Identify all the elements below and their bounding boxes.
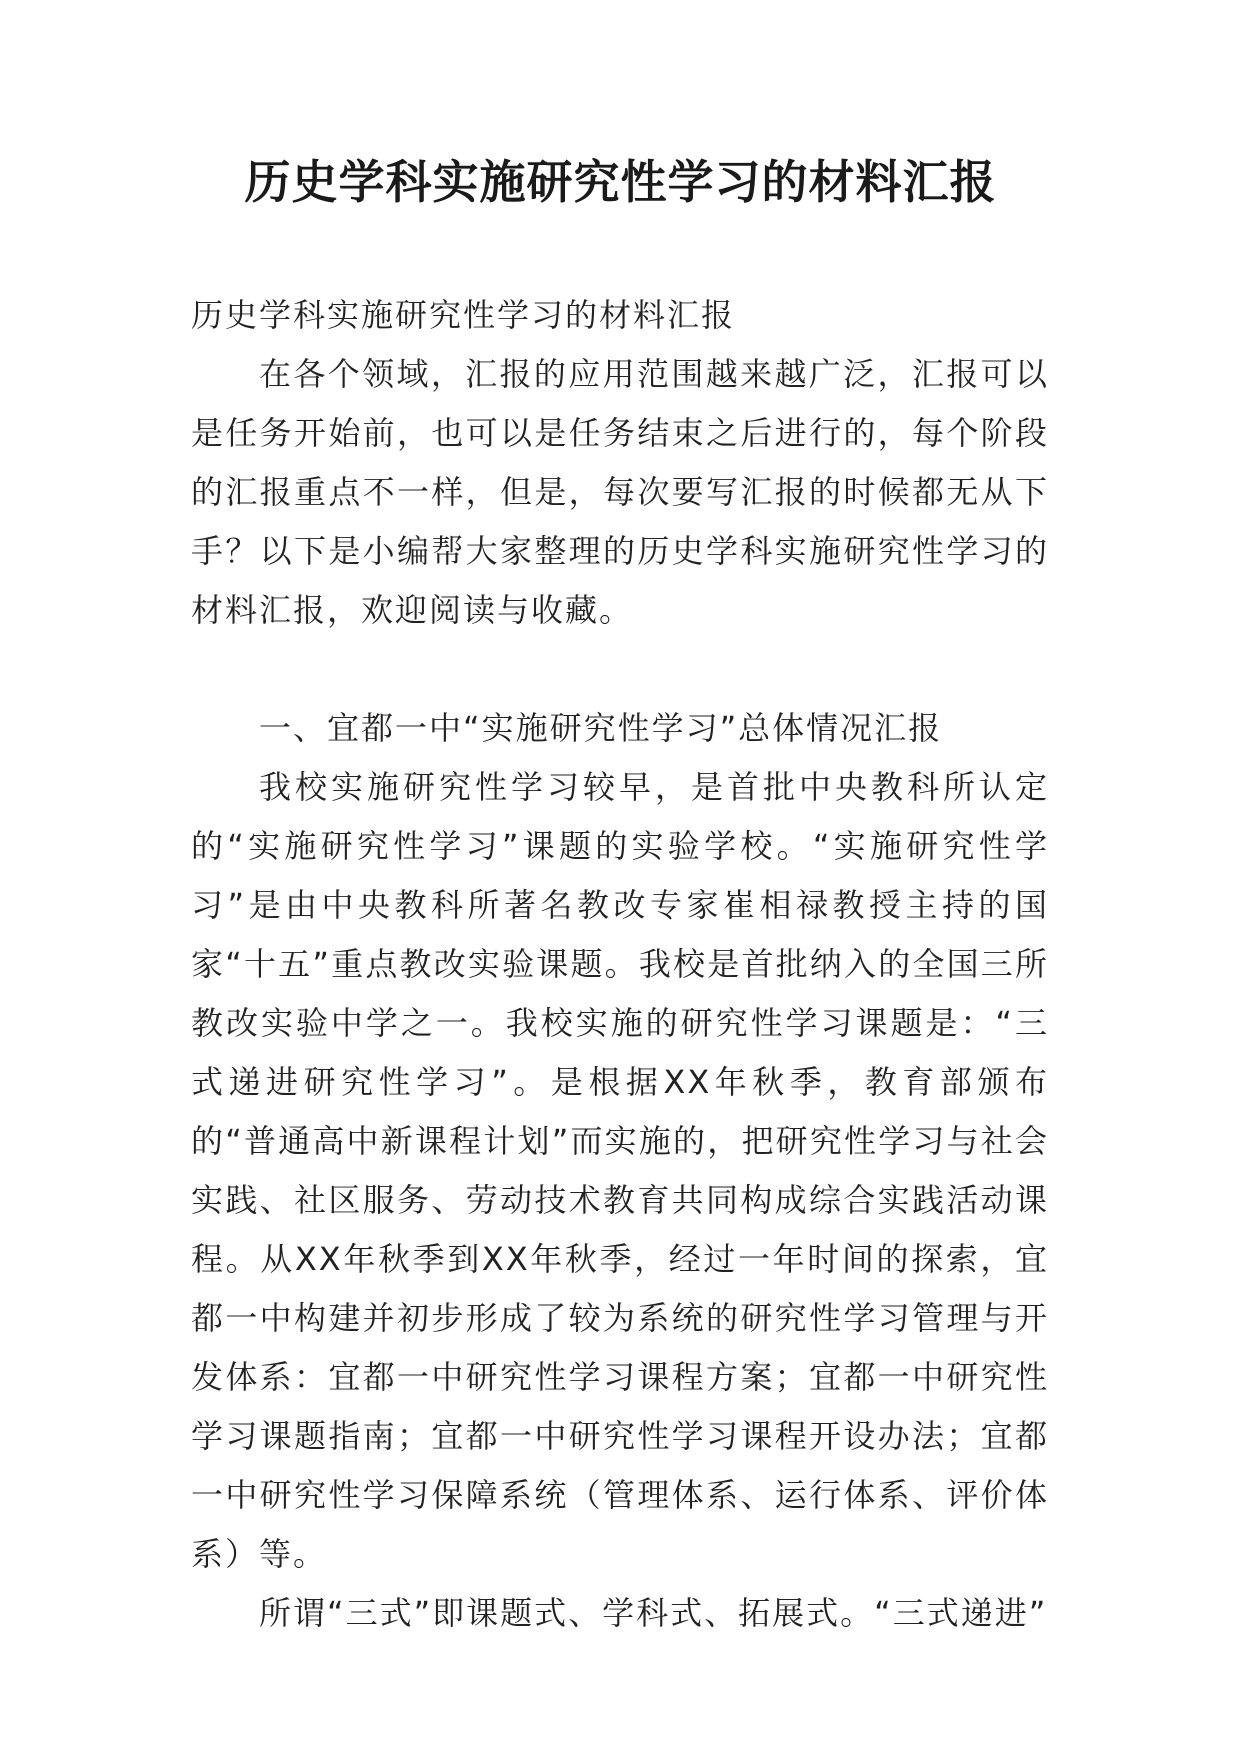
intro-paragraph: 在各个领域，汇报的应用范围越来越广泛，汇报可以是任务开始前，也可以是任务结束之后进行的，每个阶段的汇报重点不一样，但是，每次要写汇报的时候都无从下手？以下是小编帮大家整理的历史学科实施研究性学习的材料汇报，欢迎阅读与收藏。 [191,355,1049,629]
body-paragraph: 所谓“三式”即课题式、学科式、拓展式。“三式递进” [259,1594,1048,1632]
section-heading: 一、宜都一中“实施研究性学习”总体情况汇报 [259,709,943,747]
document-subtitle: 历史学科实施研究性学习的材料汇报 [191,296,736,334]
document-title: 历史学科实施研究性学习的材料汇报 [244,155,997,209]
body-paragraph: 我校实施研究性学习较早，是首批中央教科所认定的“实施研究性学习”课题的实验学校。“实施研究性学习”是由中央教科所著名教改专家崔相禄教授主持的国家“十五”重点教改实验课题。我校是首批纳入的全国三所教改实验中学之一。我校实施的研究性学习课题是：“三式递进研究性学习”。是根据XX年秋季，教育部颁布的“普通高中新课程计划”而实施的，把研究性学习与社会实践、社区服务、劳动技术教育共同构成综合实践活动课程。从XX年秋季到XX年秋季，经过一年时间的探索，宜都一中构建并初步形成了较为系统的研究性学习管理与开发体系：宜都一中研究性学习课程方案；宜都一中研究性学习课题指南；宜都一中研究性学习课程开设办法；宜都一中研究性学习保障系统（管理体系、运行体系、评价体系）等。 [191,768,1049,1573]
document-body [191,286,1049,1643]
